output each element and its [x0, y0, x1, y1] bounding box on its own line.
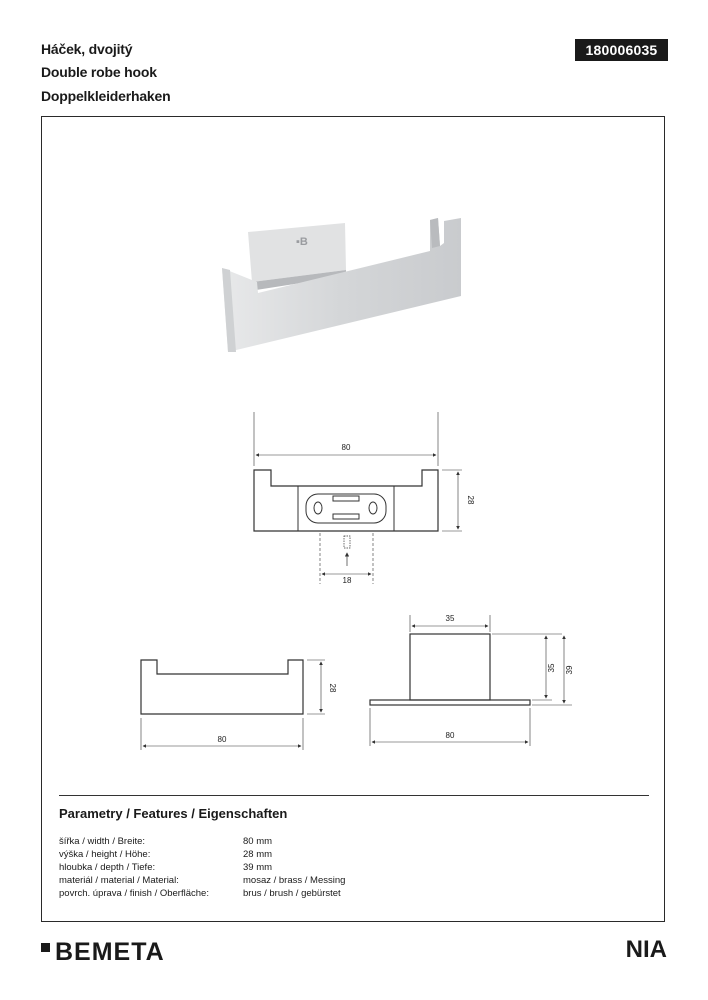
top-width-label: 80 — [341, 443, 351, 452]
spec-value: 39 mm — [243, 862, 273, 873]
title-english: Double robe hook — [41, 64, 157, 80]
brand-mark-icon — [41, 943, 50, 952]
top-view — [254, 412, 462, 584]
spec-label: šířka / width / Breite: — [59, 836, 146, 847]
spec-value: 28 mm — [243, 849, 273, 860]
product-code-badge: 180006035 — [575, 39, 668, 61]
brand-logo — [41, 938, 165, 966]
brand-name: BEMETA — [55, 937, 165, 966]
title-czech: Háček, dvojitý — [41, 41, 133, 57]
front-height-label: 28 — [328, 683, 337, 693]
spec-value: mosaz / brass / Messing — [243, 875, 346, 886]
product-image — [222, 218, 461, 352]
top-depth-label: 28 — [466, 495, 475, 505]
hole-spacing-label: 18 — [342, 576, 352, 585]
side-top-label: 35 — [445, 614, 455, 623]
spec-value: 80 mm — [243, 836, 273, 847]
series-name: NIA — [625, 936, 667, 963]
spec-label: hloubka / depth / Tiefe: — [59, 862, 156, 873]
features-divider — [59, 795, 649, 796]
front-view — [141, 660, 325, 750]
spec-value: brus / brush / gebürstet — [243, 888, 341, 899]
side-view — [370, 615, 572, 746]
side-inner-height-label: 35 — [547, 663, 556, 673]
features-heading: Parametry / Features / Eigenschaften — [59, 806, 288, 821]
side-width-label: 80 — [445, 731, 455, 740]
title-german: Doppelkleiderhaken — [41, 88, 171, 104]
spec-label: povrch. úprava / finish / Oberfläche: — [59, 888, 209, 899]
spec-label: materiál / material / Material: — [59, 875, 179, 886]
product-logo-glyph: ▪B — [296, 236, 308, 248]
front-width-label: 80 — [217, 735, 227, 744]
side-total-height-label: 39 — [565, 665, 574, 675]
spec-label: výška / height / Höhe: — [59, 849, 151, 860]
